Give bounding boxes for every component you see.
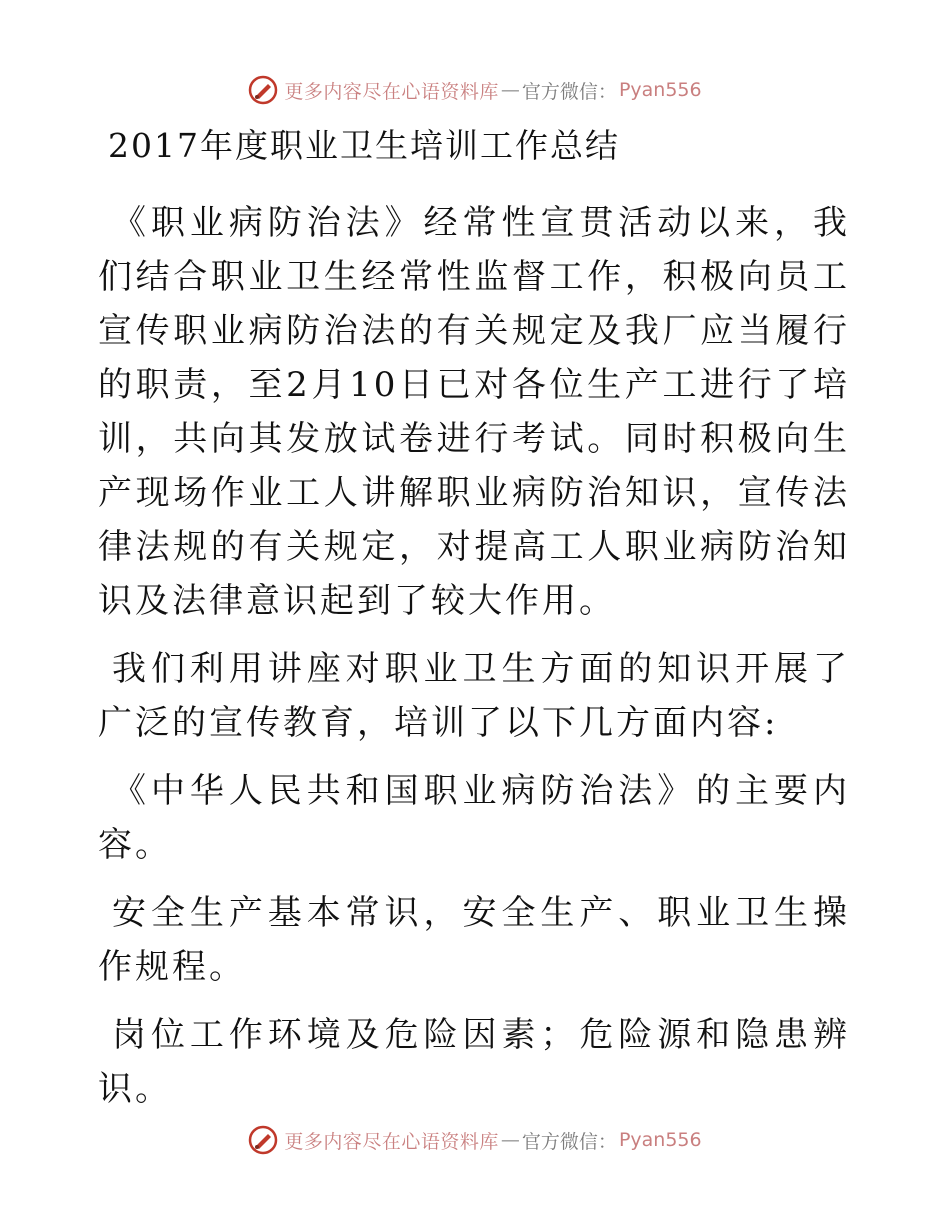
banner-slogan: 更多内容尽在心语资料库 bbox=[284, 1130, 499, 1153]
paragraph-item-safety: 安全生产基本常识，安全生产、职业卫生操作规程。 bbox=[98, 893, 850, 987]
document-title: 2017年度职业卫生培训工作总结 bbox=[108, 126, 620, 165]
paragraph-lectures: 我们利用讲座对职业卫生方面的知识开展了广泛的宣传教育，培训了以下几方面内容: bbox=[98, 649, 850, 743]
banner-dash: — bbox=[500, 79, 520, 101]
banner-wechat-label: 官方微信： bbox=[521, 80, 617, 103]
banner-wechat-id: Pyan556 bbox=[618, 1129, 702, 1151]
paragraph-item-law: 《中华人民共和国职业病防治法》的主要内容。 bbox=[98, 771, 850, 865]
footer-banner bbox=[0, 1120, 950, 1160]
banner-slogan: 更多内容尽在心语资料库 bbox=[284, 80, 499, 103]
brand-logo-icon bbox=[248, 1125, 278, 1155]
banner-dash: — bbox=[500, 1129, 520, 1151]
paragraph-intro: 《职业病防治法》经常性宣贯活动以来，我们结合职业卫生经常性监督工作，积极向员工宣传职业病防治法的有关规定及我厂应当履行的职责，至2月10日已对各位生产工进行了培训，共向其发放试卷进行考试。同时积极向生产现场作业工人讲解职业病防治知识，宣传法律法规的有关规定，对提高工人职业病防治知识及法律意识起到了较大作用。 bbox=[98, 203, 850, 621]
header-banner bbox=[0, 70, 950, 110]
banner-wechat-label: 官方微信： bbox=[521, 1130, 617, 1153]
brand-logo-icon bbox=[248, 75, 278, 105]
document-body bbox=[98, 196, 850, 1130]
banner-wechat-id: Pyan556 bbox=[618, 79, 702, 101]
paragraph-item-hazards: 岗位工作环境及危险因素；危险源和隐患辨识。 bbox=[98, 1015, 850, 1109]
